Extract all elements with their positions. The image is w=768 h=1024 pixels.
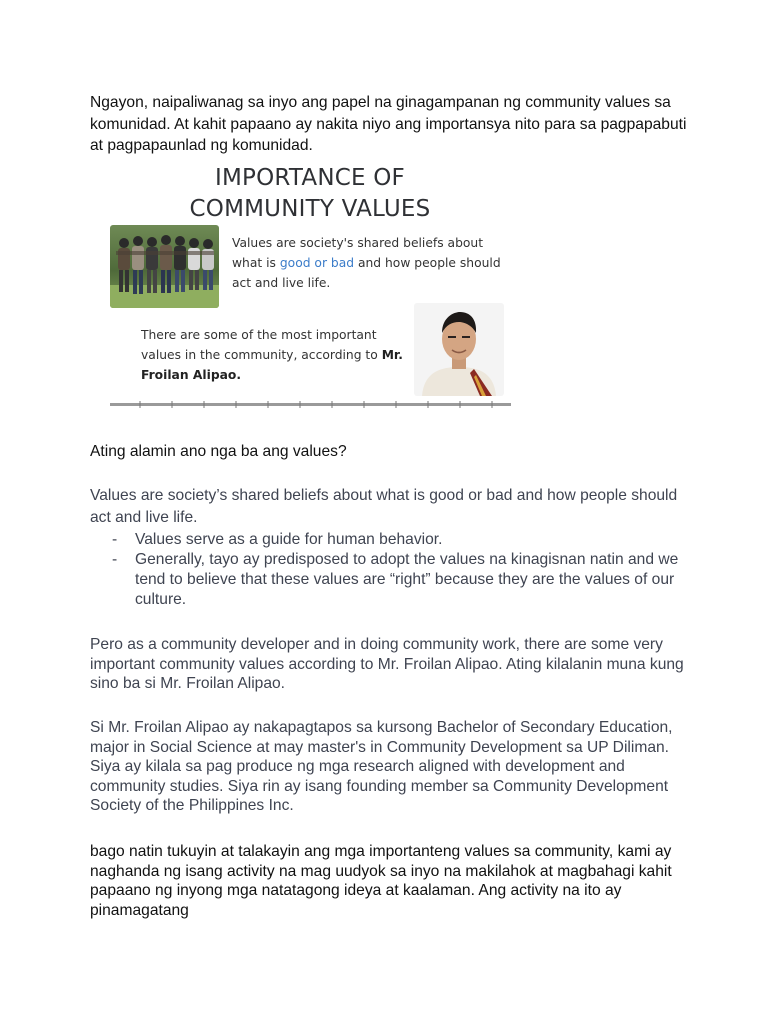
intro-paragraph: Ngayon, naipaliwanag sa inyo ang papel na ginagampanan ng community values sa komunidad. At kahit papaano ay nakita niyo ang importansya nito para sa pagpapabuti at pagpapaunlad ng komunidad. [90, 94, 687, 154]
alipao-bio-paragraph: Si Mr. Froilan Alipao ay nakapagtapos sa kursong Bachelor of Secondary Education, major in Social Science at may master's in Community Development sa UP Diliman. Siya ay kilala sa pag produce ng mga research aligned with development and community studies. Siya rin ay isang founding member sa Community Development Society of the Philippines Inc. [90, 719, 673, 814]
list-item [112, 530, 692, 550]
importance-of-community-values-infographic [108, 163, 512, 411]
infographic-text1-part1: Values are society's shared beliefs about what is [232, 236, 484, 270]
froilan-alipao-name: Mr. Froilan Alipao. [141, 348, 403, 382]
list-item [112, 550, 692, 610]
infographic-title-line1: IMPORTANCE OF [215, 165, 405, 191]
community-developer-paragraph: Pero as a community developer and in doing community work, there are some very important community values according to Mr. Froilan Alipao. Ating kilalanin muna kung sino ba si Mr. Froilan Alipao. [90, 636, 684, 692]
infographic-title [108, 163, 512, 225]
froilan-alipao-portrait [414, 303, 504, 396]
bullet-text: Values serve as a guide for human behavior. [135, 531, 443, 548]
infographic-text2-part1: There are some of the most important values in the community, according to [141, 328, 382, 362]
group-photo-image [110, 225, 219, 308]
values-question: Ating alamin ano nga ba ang values? [90, 443, 347, 460]
infographic-bottom-rule [110, 401, 511, 409]
values-bullet-list [112, 530, 692, 610]
values-definition: Values are society’s shared beliefs about what is good or bad and how people should act and live life. [90, 487, 678, 526]
bullet-dash: - [112, 531, 118, 548]
infographic-title-line2: COMMUNITY VALUES [189, 196, 431, 222]
infographic-text1-part2: and how people should act and live life. [232, 256, 501, 290]
bullet-dash: - [112, 551, 118, 568]
infographic-attribution [141, 325, 411, 385]
activity-intro-paragraph: bago natin tukuyin at talakayin ang mga importanteng values sa community, kami ay naghanda ng isang activity na mag uudyok sa inyo na makilahok at magbahagi kahit papaano ng inyong mga natatagong ideya at kaalaman. Ang activity na ito ay pinamagatang [90, 843, 672, 919]
bullet-text: Generally, tayo ay predisposed to adopt the values na kinagisnan natin and we tend to believe that these values are “right” because they are the values of our culture. [135, 551, 679, 608]
infographic-values-definition [232, 233, 512, 293]
good-or-bad-highlight: good or bad [279, 256, 355, 270]
